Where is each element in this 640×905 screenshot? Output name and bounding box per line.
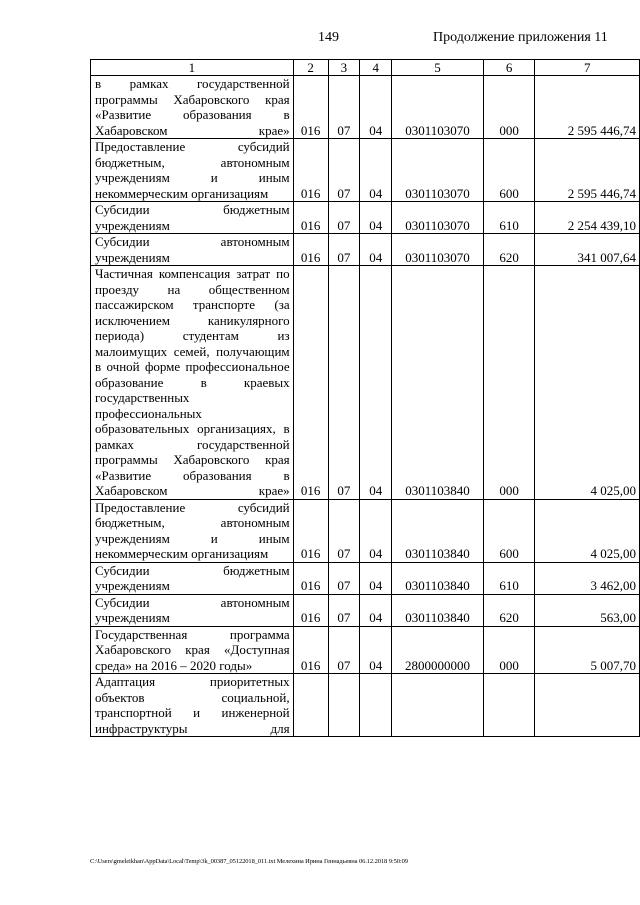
cell-target-article: 0301103840: [392, 594, 484, 626]
cell-ministry-code: [293, 674, 328, 737]
column-header: 6: [483, 60, 535, 76]
cell-amount: 563,00: [535, 594, 640, 626]
row-description: Предоставление субсидий бюджетным, автономным учреждениям и иным некоммерческим организациям: [91, 139, 294, 202]
row-description: Субсидии автономным учреждениям: [91, 234, 294, 266]
cell-target-article: 0301103840: [392, 499, 484, 562]
cell-amount: [535, 674, 640, 737]
row-description: Адаптация приоритетных объектов социальной, транспортной и инженерной инфраструктуры для: [91, 674, 294, 737]
cell-section: 07: [328, 234, 360, 266]
cell-target-article: [392, 674, 484, 737]
column-header: 2: [293, 60, 328, 76]
cell-ministry-code: 016: [293, 562, 328, 594]
cell-expense-type: 600: [483, 499, 535, 562]
cell-expense-type: 000: [483, 626, 535, 674]
table-row: [91, 499, 640, 562]
cell-subsection: 04: [360, 139, 392, 202]
cell-section: 07: [328, 594, 360, 626]
table-row: [91, 266, 640, 500]
cell-subsection: 04: [360, 499, 392, 562]
table-row: [91, 202, 640, 234]
row-description: Государственная программа Хабаровского края «Доступная среда» на 2016 – 2020 годы»: [91, 626, 294, 674]
cell-ministry-code: 016: [293, 626, 328, 674]
cell-expense-type: [483, 674, 535, 737]
column-header: 4: [360, 60, 392, 76]
page-number: 149: [318, 30, 339, 45]
cell-subsection: 04: [360, 76, 392, 139]
cell-ministry-code: 016: [293, 266, 328, 500]
row-description: Частичная компенсация затрат по проезду на общественном пассажирском транспорте (за исключением каникулярного периода) студентам из малоимущих семей, получающим в очной форме профессиональное образование в краевых государственных профессиональных образовательных организациях, в рамках государственной программы Хабаровского края «Развитие образования в Хабаровском крае»: [91, 266, 294, 500]
cell-target-article: 0301103070: [392, 202, 484, 234]
cell-expense-type: 000: [483, 76, 535, 139]
cell-section: [328, 674, 360, 737]
row-description: Субсидии бюджетным учреждениям: [91, 562, 294, 594]
cell-section: 07: [328, 266, 360, 500]
cell-amount: 2 595 446,74: [535, 139, 640, 202]
cell-ministry-code: 016: [293, 139, 328, 202]
cell-amount: 4 025,00: [535, 499, 640, 562]
row-description: Предоставление субсидий бюджетным, автономным учреждениям и иным некоммерческим организациям: [91, 499, 294, 562]
cell-ministry-code: 016: [293, 499, 328, 562]
cell-section: 07: [328, 499, 360, 562]
table-row: [91, 594, 640, 626]
table-header-row: [91, 60, 640, 76]
cell-subsection: 04: [360, 626, 392, 674]
cell-section: 07: [328, 76, 360, 139]
cell-amount: 2 254 439,10: [535, 202, 640, 234]
table-row: [91, 76, 640, 139]
cell-section: 07: [328, 139, 360, 202]
cell-target-article: 0301103070: [392, 234, 484, 266]
row-description: Субсидии автономным учреждениям: [91, 594, 294, 626]
cell-target-article: 0301103840: [392, 266, 484, 500]
cell-subsection: 04: [360, 234, 392, 266]
table-row: [91, 562, 640, 594]
cell-subsection: 04: [360, 266, 392, 500]
cell-amount: 341 007,64: [535, 234, 640, 266]
appendix-continuation-label: Продолжение приложения 11: [433, 30, 608, 45]
cell-amount: 4 025,00: [535, 266, 640, 500]
cell-ministry-code: 016: [293, 594, 328, 626]
cell-target-article: 0301103070: [392, 76, 484, 139]
column-header: 3: [328, 60, 360, 76]
cell-subsection: 04: [360, 562, 392, 594]
table-row: [91, 626, 640, 674]
cell-ministry-code: 016: [293, 202, 328, 234]
cell-target-article: 2800000000: [392, 626, 484, 674]
cell-amount: 3 462,00: [535, 562, 640, 594]
cell-subsection: [360, 674, 392, 737]
cell-expense-type: 600: [483, 139, 535, 202]
cell-expense-type: 610: [483, 202, 535, 234]
budget-table: [90, 59, 640, 737]
table-row: [91, 234, 640, 266]
cell-ministry-code: 016: [293, 234, 328, 266]
row-description: в рамках государственной программы Хабаровского края «Развитие образования в Хабаровском крае»: [91, 76, 294, 139]
cell-expense-type: 000: [483, 266, 535, 500]
column-header: 7: [535, 60, 640, 76]
column-header: 5: [392, 60, 484, 76]
table-row: [91, 674, 640, 737]
cell-ministry-code: 016: [293, 76, 328, 139]
cell-target-article: 0301103070: [392, 139, 484, 202]
cell-expense-type: 620: [483, 234, 535, 266]
footer-file-path: C:\Users\gmeleikhan\AppData\Local\Temp\3k_00387_05122018_011.txt Мелехина Ирина Геннадьевна 06.12.2018 9:50:09: [90, 858, 408, 865]
cell-target-article: 0301103840: [392, 562, 484, 594]
cell-subsection: 04: [360, 202, 392, 234]
cell-expense-type: 620: [483, 594, 535, 626]
table-row: [91, 139, 640, 202]
cell-amount: 2 595 446,74: [535, 76, 640, 139]
cell-subsection: 04: [360, 594, 392, 626]
cell-section: 07: [328, 202, 360, 234]
column-header: 1: [91, 60, 294, 76]
cell-expense-type: 610: [483, 562, 535, 594]
cell-section: 07: [328, 626, 360, 674]
cell-section: 07: [328, 562, 360, 594]
row-description: Субсидии бюджетным учреждениям: [91, 202, 294, 234]
cell-amount: 5 007,70: [535, 626, 640, 674]
